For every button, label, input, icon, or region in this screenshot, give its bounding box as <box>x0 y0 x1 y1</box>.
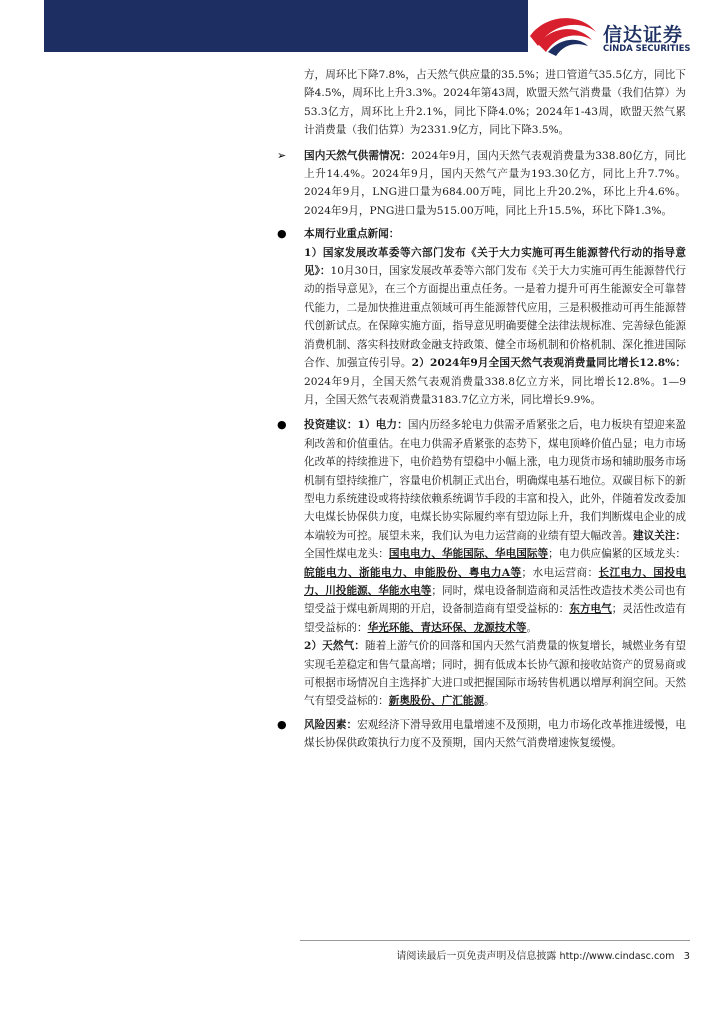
logo-chinese-name: 信达证券 <box>603 24 684 46</box>
news-item-1-title: 1）国家发展改革委等六部门发布《关于大力实施可再生能源替代行动的指导意见》： <box>304 246 686 278</box>
investment-gas-label: 2）天然气： <box>304 640 365 653</box>
risk-section <box>277 716 687 753</box>
news-item-1 <box>304 244 686 410</box>
report-body <box>277 66 687 753</box>
focus-national-label: 全国性煤电龙头： <box>304 548 389 561</box>
news-item-2-text: 2024年9月，全国天然气表观消费量338.8亿立方米，同比增长12.8%。1—9月，全国天然气表观消费量3183.7亿立方米，同比增长9.9%。 <box>304 375 686 406</box>
dot-bullet-icon: ● <box>277 717 287 731</box>
page-footer <box>300 947 690 962</box>
investment-gas <box>304 637 686 711</box>
separator: ； <box>548 548 559 561</box>
news-item-1-text: 10月30日，国家发展改革委等六部门发布《关于大力实施可再生能源替代行动的指导意见》，在三个方面提出重点任务。一是着力提升可再生能源安全可靠替代能力，二是加快推进重点领域可再生能源替代应用，三是积极推动可再生能源替代创新试点。在保障实施方面，指导意见明确要健全法律法规标准、完善绿色能源消费机制、落实科技财政金融支持政策、健全市场机制和价格机制、深化推进国际合作、加强宣传引导。 <box>304 265 686 370</box>
stocks-hydro: 长江电力、国投电力、川投能源、华能水电等 <box>304 566 687 597</box>
news-title: 本周行业重点新闻： <box>304 228 400 241</box>
risk-title: 风险因素： <box>304 718 358 731</box>
domestic-gas-title: 国内天然气供需情况： <box>304 149 412 162</box>
separator: ； <box>611 603 623 616</box>
paragraph-gas-supply-continued: 方，周环比下降7.8%，占天然气供应量的35.5%；进口管道气35.5亿方，同比下降4.5%，周环比上升3.3%。2024年第43周，欧盟天然气消费量（我们估算）为53.3亿方，周环比上升2.1%，同比下降4.0%；2024年1-43周，欧盟天然气累计消费量（我们估算）为2331.9亿方，同比下降3.5%。 <box>304 69 686 137</box>
domestic-gas-section <box>277 147 686 221</box>
stocks-equipment: 东方电气 <box>569 603 612 616</box>
logo-english-name: CINDA SECURITIES <box>603 43 691 53</box>
page-number: 3 <box>683 951 690 962</box>
domestic-gas-text: 2024年9月，国内天然气表观消费量为338.80亿方，同比上升14.4%。2024年9月，国内天然气产量为193.30亿方，同比上升7.7%。2024年9月，LNG进口量为684.00万吨，同比上升20.2%，环比上升4.6%。2024年9月，PNG进口量为515.00万吨，同比上升15.5%，环比下降1.3%。 <box>304 149 686 217</box>
footer-url-link[interactable]: http://www.cindasc.com <box>559 951 675 962</box>
stocks-flexible: 华光环能、青达环保、龙源技术等 <box>367 621 527 634</box>
stocks-national: 国电电力、华能国际、华电国际等 <box>388 548 549 561</box>
focus-label: 建议关注： <box>632 529 687 542</box>
stocks-regional: 皖能电力、浙能电力、申能股份、粤电力A等 <box>304 566 522 579</box>
separator: ； <box>521 566 533 579</box>
cinda-logo-icon <box>528 12 600 56</box>
footer-disclaimer: 请阅读最后一页免责声明及信息披露 <box>396 951 557 962</box>
arrow-bullet-icon: ➢ <box>277 148 287 162</box>
dot-bullet-icon: ● <box>277 418 287 432</box>
investment-title: 投资建议： <box>304 419 358 432</box>
news-section <box>277 225 686 243</box>
focus-equipment-label: 同时，煤电设备制造商和灵活性改造技术类公司也有望受益于煤电新周期的开启，设备制造商有望受益标的： <box>304 584 687 616</box>
investment-power-text: 国内历经多轮电力供需矛盾紧张之后，电力板块有望迎来盈利改善和价值重估。在电力供需矛盾紧张的态势下，煤电顶峰价值凸显；电力市场化改革的持续推进下，电价趋势有望稳中小幅上涨，电力现货市场和辅助服务市场机制有望持续推广，容量电价机制正式出台，明确煤电基石地位。双碳目标下的新型电力系统建设或将持续依赖系统调节手段的丰富和投入，此外，伴随着发改委加大电煤长协保供力度，电煤长协实际履约率有望边际上升，我们判断煤电企业的成本端较为可控。展望未来，我们认为电力运营商的业绩有望大幅改善。 <box>304 419 687 542</box>
risk-text: 宏观经济下滑导致用电量增速不及预期，电力市场化改革推进缓慢，电煤长协保供政策执行力度不及预期，国内天然气消费增速恢复缓慢。 <box>304 718 687 750</box>
investment-power-label: 1）电力： <box>357 419 408 432</box>
stocks-gas: 新奥股份、广汇能源 <box>388 695 485 708</box>
separator: ； <box>431 584 442 597</box>
investment-gas-text: 随着上游气价的回落和国内天然气消费量的恢复增长，城燃业务有望实现毛差稳定和售气量高增；同时，拥有低成本长协气源和接收站资产的贸易商或可根据市场情况自主选择扩大进口或把握国际市场转售机遇以增厚利润空间。天然气有望受益标的： <box>304 640 686 708</box>
focus-flexible-label: 灵活性改造有望受益标的： <box>304 603 687 634</box>
footer-divider <box>300 940 690 941</box>
header-bar <box>44 0 528 52</box>
separator: 。 <box>526 621 538 634</box>
news-item-2-title: 2）2024年9月全国天然气表观消费量同比增长12.8%： <box>411 357 686 370</box>
dot-bullet-icon: ● <box>277 227 287 241</box>
focus-hydro-label: 水电运营商： <box>532 566 599 579</box>
investment-section <box>277 416 687 637</box>
focus-regional-label: 电力供应偏紧的区域龙头： <box>558 548 687 561</box>
separator: 。 <box>484 695 495 708</box>
